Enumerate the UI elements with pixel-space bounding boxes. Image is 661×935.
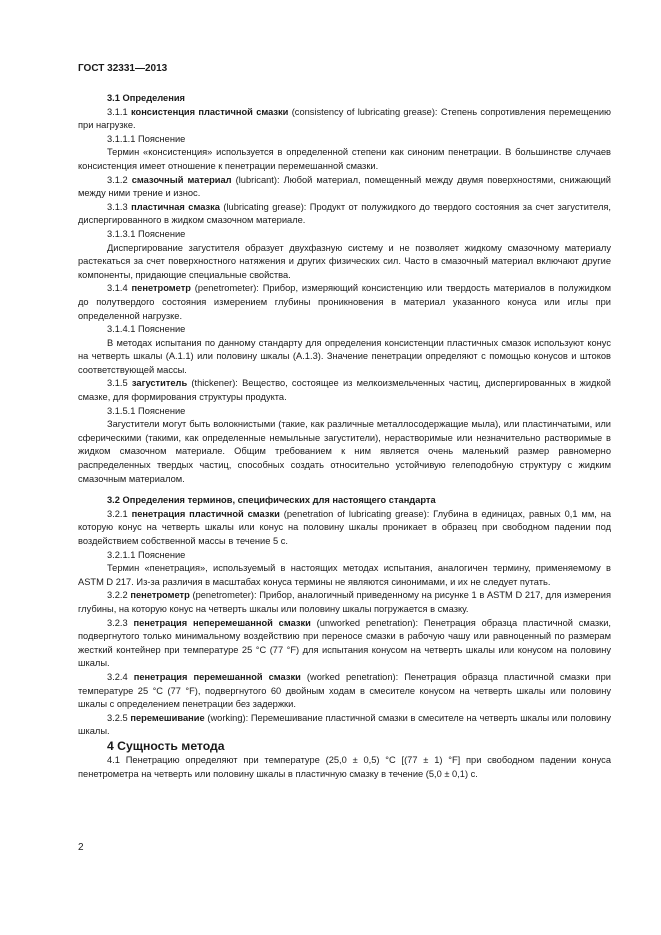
- clause-number: 3.2.1: [107, 508, 132, 519]
- clause-number: 3.1.5: [107, 378, 132, 389]
- term: консистенция пластичной смазки: [130, 106, 289, 117]
- definition-text: (thickener): Вещество, состоящее из мелкоизмельченных частиц, диспергированных в жидкой смазке, для формирования структуры продукта.: [78, 378, 611, 403]
- definition-text: (lubricant): Любой материал, помещенный между двумя поверхностями, снижающий между ними трение и износ.: [78, 174, 611, 199]
- definition-text: (penetration of lubricating grease): Глубина в единицах, равных 0,1 мм, на которую конус на четверть шкалы или конус на половину шкалы проникает в образец при свободном падении под воздействием собственной массы в течение 5 с.: [78, 508, 611, 546]
- definition-text: (penetrometer): Прибор, аналогичный приведенному на рисунке 1 в ASTM D 217, для измерения глубины, на которую конус на четверть шкалы или половину шкалы погружается в смазку.: [78, 590, 611, 614]
- definition-3-2-4: [78, 671, 611, 712]
- definition-3-1-1: [78, 106, 611, 133]
- page-content: [78, 92, 611, 781]
- note-text-3-1-1-1: Термин «консистенция» используется в определенной степени как синоним пенетрации. В большинстве случаев консистенция имеет отношение к пенетрации перемешанной смазки.: [78, 147, 611, 171]
- note-label-3-2-1-1: 3.2.1.1 Пояснение: [107, 549, 186, 560]
- term: перемешивание: [130, 712, 205, 723]
- definition-3-2-1: [78, 508, 611, 549]
- definition-3-2-2: [78, 589, 611, 616]
- definition-3-1-2: [78, 174, 611, 201]
- paragraph-4-1: 4.1 Пенетрацию определяют при температуре (25,0 ± 0,5) °С [(77 ± 1) °F] при свободном падении конуса пенетрометра на четверть или половину шкалы в пластичную смазку в течение (5,0 ± 0,1) с.: [78, 754, 611, 779]
- clause-number: 3.1.1: [107, 106, 131, 117]
- document-id: ГОСТ 32331—2013: [78, 63, 168, 74]
- clause-number: 3.2.3: [107, 617, 134, 628]
- definition-text: (lubricating grease): Продукт от полужидкого до твердого состояния за счет загустителя, диспергированного в жидком смазочном материале.: [78, 201, 611, 226]
- definition-3-1-5: [78, 377, 611, 404]
- term: пластичная смазка: [131, 201, 220, 212]
- note-label-3-1-5-1: 3.1.5.1 Пояснение: [107, 405, 186, 416]
- clause-number: 3.2.4: [107, 671, 134, 682]
- clause-number: 3.1.4: [107, 283, 132, 294]
- note-label-3-1-4-1: 3.1.4.1 Пояснение: [107, 324, 186, 335]
- note-text-3-2-1-1: Термин «пенетрация», используемый в настоящих методах испытания, аналогичен термину, применяемому в ASTM D 217. Из-за различия в масштабах конуса термины не являются синонимами, и их не следует путать.: [78, 563, 611, 587]
- definition-3-2-5: [78, 712, 611, 739]
- section-heading-3-1: 3.1 Определения: [107, 93, 185, 103]
- clause-number: 3.2.5: [107, 712, 131, 723]
- clause-number: 3.1.3: [107, 201, 132, 212]
- note-text-3-1-5-1: Загустители могут быть волокнистыми (такие, как различные металлосодержащие мыла), или пластинчатыми, или сферическими (такими, как определенные немыльные загустители), нерастворимые или незначительно растворимые в жидком смазочном материале. Общим требованием к ним является очень маленький размер равномерно распределенных твердых частиц, способных создать относительно устойчивую гелеподобную структуру с жидким смазочным материалом.: [78, 419, 611, 484]
- definition-text: (worked penetration): Пенетрация образца пластичной смазки при температуре 25 °С (77 °F), подвергнутого 60 двойным ходам в смесителе конусом на четверть шкалы или половину шкалы с определением пенетрации без задержки.: [78, 671, 612, 710]
- term: загуститель: [131, 378, 188, 389]
- clause-number: 3.2.2: [107, 590, 131, 601]
- definition-text: (penetrometer): Прибор, измеряющий консистенцию или твердость материалов в полужидком до полутвердого состояния измерением глубины проникновения в материал указанного конуса или иглы при определенной нагрузке.: [78, 283, 612, 321]
- term: пенетрация перемешанной смазки: [133, 671, 301, 682]
- term: пенетрация пластичной смазки: [131, 508, 280, 519]
- term: пенетрометр: [130, 590, 190, 601]
- note-text-3-1-4-1: В методах испытания по данному стандарту для определения консистенции пластичных смазок используют конус на четверть шкалы (А.1.1) или половину шкалы (А.1.3). Значение пенетрации определяют с помощью конусов и штоков соответствующей массы.: [78, 337, 611, 375]
- note-text-3-1-3-1: Диспергирование загустителя образует двухфазную систему и не позволяет жидкому смазочному материалу растекаться за счет поверхностного натяжения и других физических сил. Часто в смазочный материал включают другие компоненты, придающие специальные свойства.: [78, 242, 611, 280]
- definition-3-1-3: [78, 201, 611, 228]
- term: пенетрометр: [131, 283, 191, 294]
- page-number: 2: [78, 842, 84, 853]
- section-heading-3-2: 3.2 Определения терминов, специфических для настоящего стандарта: [107, 495, 436, 506]
- term: смазочный материал: [131, 174, 232, 185]
- definition-3-2-3: [78, 617, 611, 671]
- definition-text: (working): Перемешивание пластичной смазки в смесителе на четверть шкалы или половину шкалы.: [78, 712, 611, 737]
- definition-3-1-4: [78, 282, 611, 323]
- term: пенетрация неперемешанной смазки: [133, 617, 311, 628]
- section-heading-4: 4 Сущность метода: [107, 738, 225, 753]
- definition-text: (consistency of lubricating grease): Степень сопротивления перемещению при нагрузке.: [78, 106, 611, 131]
- note-label-3-1-1-1: 3.1.1.1 Пояснение: [107, 133, 186, 144]
- definition-text: (unworked penetration): Пенетрация образца пластичной смазки, подвергнутого только минимальному воздействию при переносе смазки в рабочую чашу или равноценный по размерам жесткий контейнер при температуре 25 °С (77 °F) для испытания конусом на четверть шкалы или конусом на половину шкалы.: [78, 617, 611, 669]
- clause-number: 3.1.2: [107, 174, 132, 185]
- note-label-3-1-3-1: 3.1.3.1 Пояснение: [107, 228, 186, 239]
